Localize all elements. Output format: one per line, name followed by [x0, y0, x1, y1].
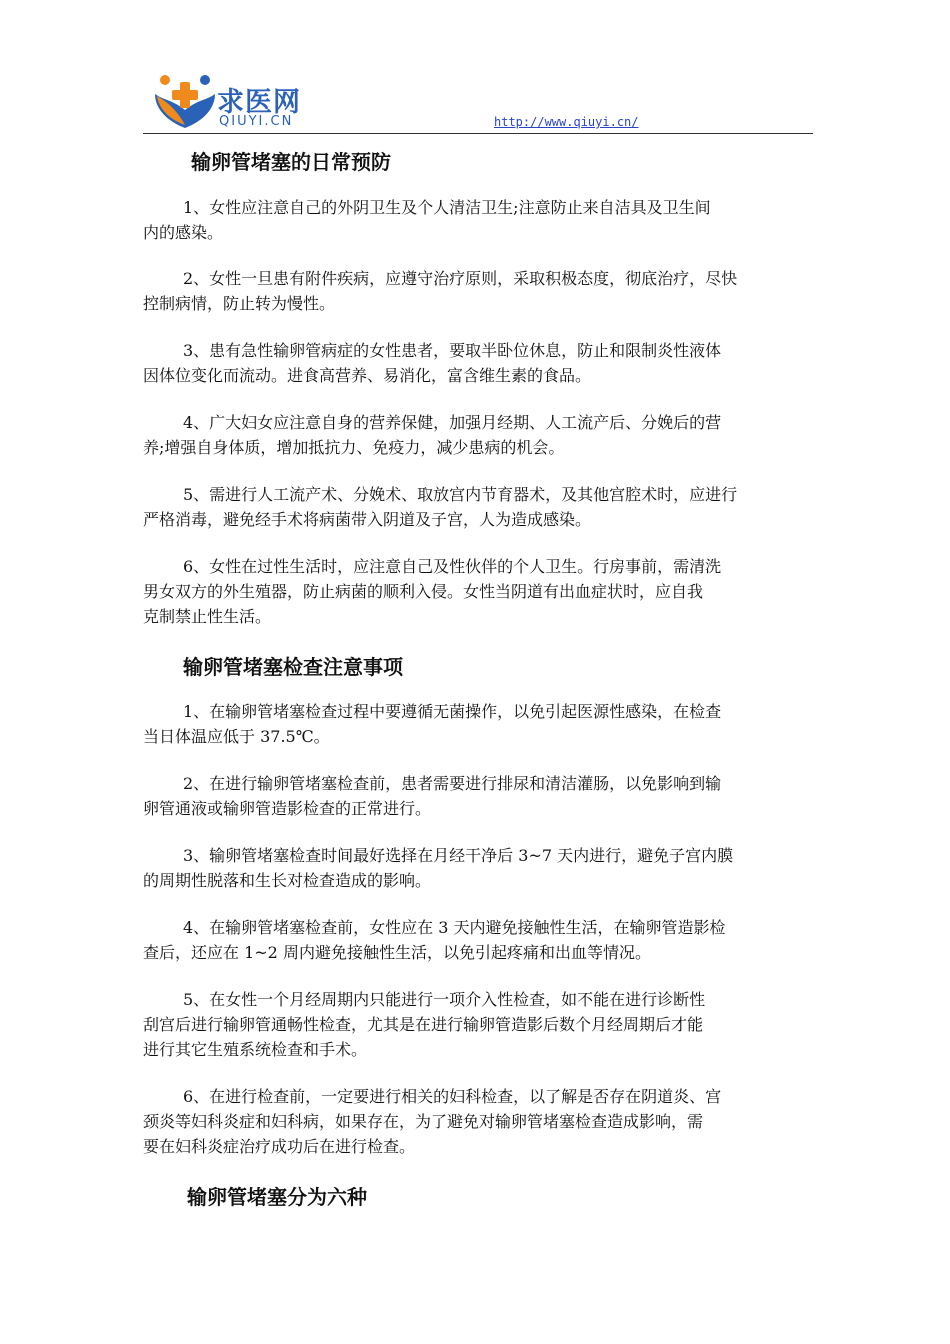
paragraph-line: 要在妇科炎症治疗成功后在进行检查。 [143, 1137, 416, 1156]
paragraph-line: 4、广大妇女应注意自身的营养保健，加强月经期、人工流产后、分娩后的营 [183, 413, 722, 432]
logo-mark-icon [151, 70, 221, 132]
site-logo[interactable] [151, 70, 331, 132]
header-divider [143, 133, 813, 134]
paragraph-line: 6、在进行检查前，一定要进行相关的妇科检查，以了解是否存在阴道炎、宫 [183, 1087, 722, 1106]
paragraph-line: 3、患有急性输卵管病症的女性患者，要取半卧位休息，防止和限制炎性液体 [183, 341, 722, 360]
paragraph-line: 因体位变化而流动。进食高营养、易消化，富含维生素的食品。 [143, 366, 592, 385]
paragraph-line: 3、输卵管堵塞检查时间最好选择在月经干净后 3~7 天内进行，避免子宫内膜 [183, 846, 734, 865]
paragraph-line: 5、需进行人工流产术、分娩术、取放宫内节育器术，及其他宫腔术时，应进行 [183, 485, 738, 504]
paragraph-line: 1、女性应注意自己的外阴卫生及个人清洁卫生;注意防止来自洁具及卫生间 [183, 198, 711, 217]
paragraph-line: 1、在输卵管堵塞检查过程中要遵循无菌操作，以免引起医源性感染，在检查 [183, 702, 722, 721]
paragraph-line: 查后，还应在 1~2 周内避免接触性生活，以免引起疼痛和出血等情况。 [143, 943, 651, 962]
section-heading: 输卵管堵塞的日常预防 [191, 150, 391, 174]
paragraph [143, 195, 811, 245]
logo-text-en: QIUYI.CN [219, 114, 294, 129]
paragraph-line: 5、在女性一个月经周期内只能进行一项介入性检查，如不能在进行诊断性 [183, 990, 706, 1009]
section-heading: 输卵管堵塞分为六种 [187, 1185, 367, 1209]
paragraph-line: 当日体温应低于 37.5℃。 [143, 727, 330, 746]
paragraph [143, 1084, 811, 1159]
paragraph [143, 554, 811, 629]
page-header [143, 62, 813, 134]
paragraph [143, 843, 811, 893]
paragraph-line: 6、女性在过性生活时，应注意自己及性伙伴的个人卫生。行房事前，需清洗 [183, 557, 722, 576]
paragraph-line: 2、女性一旦患有附件疾病，应遵守治疗原则，采取积极态度，彻底治疗，尽快 [183, 269, 738, 288]
paragraph-line: 控制病情，防止转为慢性。 [143, 294, 336, 313]
paragraph [143, 266, 811, 316]
paragraph [143, 338, 811, 388]
paragraph [143, 987, 811, 1062]
paragraph [143, 482, 811, 532]
paragraph [143, 915, 811, 965]
paragraph-line: 4、在输卵管堵塞检查前，女性应在 3 天内避免接触性生活，在输卵管造影检 [183, 918, 726, 937]
paragraph [143, 699, 811, 749]
paragraph-line: 的周期性脱落和生长对检查造成的影响。 [143, 871, 432, 890]
site-url-link[interactable]: http://www.qiuyi.cn/ [494, 115, 639, 129]
paragraph [143, 410, 811, 460]
section-heading: 输卵管堵塞检查注意事项 [183, 655, 403, 679]
paragraph-line: 严格消毒，避免经手术将病菌带入阴道及子宫，人为造成感染。 [143, 510, 592, 529]
paragraph-line: 养;增强自身体质，增加抵抗力、免疫力，减少患病的机会。 [143, 438, 565, 457]
paragraph-line: 男女双方的外生殖器，防止病菌的顺利入侵。女性当阴道有出血症状时，应自我 [143, 582, 704, 601]
paragraph-line: 刮宫后进行输卵管通畅性检查，尤其是在进行输卵管造影后数个月经周期后才能 [143, 1015, 704, 1034]
paragraph-line: 进行其它生殖系统检查和手术。 [143, 1040, 368, 1059]
paragraph-line: 克制禁止性生活。 [143, 607, 272, 626]
paragraph-line: 内的感染。 [143, 223, 224, 242]
paragraph [143, 771, 811, 821]
paragraph-line: 卵管通液或输卵管造影检查的正常进行。 [143, 799, 432, 818]
logo-text-cn: 求医网 [217, 87, 301, 118]
paragraph-line: 颈炎等妇科炎症和妇科病，如果存在，为了避免对输卵管堵塞检查造成影响，需 [143, 1112, 704, 1131]
paragraph-line: 2、在进行输卵管堵塞检查前，患者需要进行排尿和清洁灌肠，以免影响到输 [183, 774, 722, 793]
